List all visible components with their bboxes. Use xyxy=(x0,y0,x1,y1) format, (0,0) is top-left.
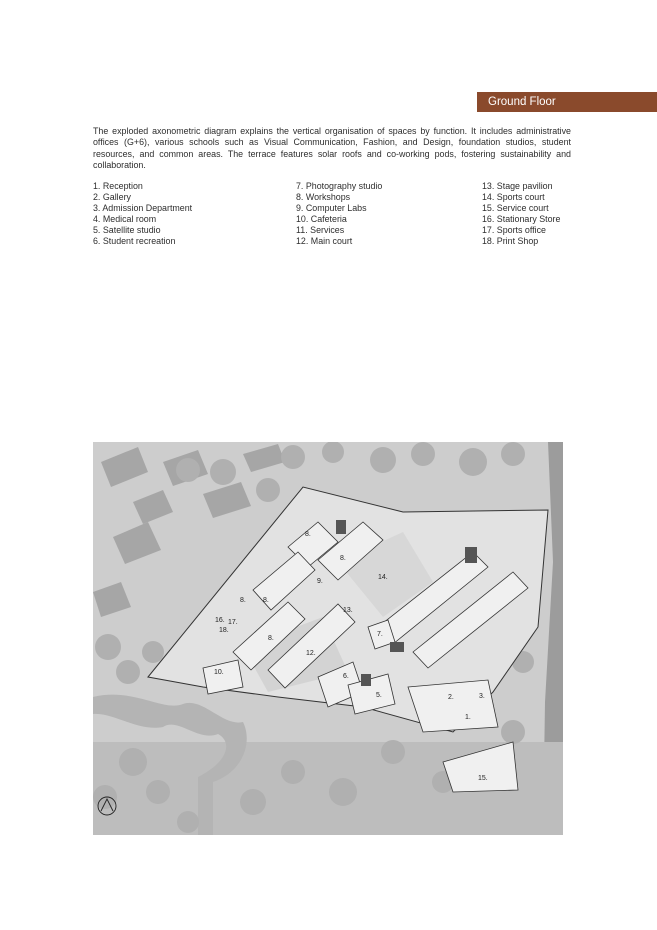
legend-item: 4. Medical room xyxy=(93,214,157,224)
label-satellite-studio: 5. xyxy=(376,692,382,699)
legend-item: 6. Student recreation xyxy=(93,236,176,246)
legend-item: 10. Cafeteria xyxy=(296,214,347,224)
legend-item: 15. Service court xyxy=(482,203,549,213)
legend-item: 7. Photography studio xyxy=(296,181,383,191)
legend-item: 11. Services xyxy=(296,225,345,235)
legend-item: 16. Stationary Store xyxy=(482,214,561,224)
label-workshops: 8. xyxy=(268,635,274,642)
legend-item: 5. Satellite studio xyxy=(93,225,161,235)
site-plan-drawing xyxy=(93,442,563,835)
label-service-court: 15. xyxy=(478,775,488,782)
legend-item: 9. Computer Labs xyxy=(296,203,367,213)
legend-item: 17. Sports office xyxy=(482,225,546,235)
legend-item: 12. Main court xyxy=(296,236,353,246)
legend-item: 3. Admission Department xyxy=(93,203,193,213)
label-stage-pavilion: 13. xyxy=(343,607,353,614)
legend-column-1 xyxy=(93,181,192,247)
legend-item: 13. Stage pavilion xyxy=(482,181,553,191)
label-workshops: 8. xyxy=(340,555,346,562)
label-main-court: 12. xyxy=(306,650,316,657)
label-sports-office: 17. xyxy=(228,619,238,626)
legend-item: 1. Reception xyxy=(93,181,143,191)
label-stationary-store: 16. xyxy=(215,617,225,624)
label-workshops: 8. xyxy=(263,597,269,604)
label-workshops: 8. xyxy=(305,531,311,538)
section-title: Ground Floor xyxy=(477,92,657,112)
label-print-shop: 18. xyxy=(219,627,229,634)
legend-item: 2. Gallery xyxy=(93,192,131,202)
label-photography-studio: 7. xyxy=(377,631,383,638)
label-computer-labs: 9. xyxy=(317,578,323,585)
label-sports-court: 14. xyxy=(378,574,388,581)
site-plan xyxy=(93,442,563,835)
legend-item: 14. Sports court xyxy=(482,192,545,202)
label-student-recreation: 6. xyxy=(343,673,349,680)
label-workshops: 8. xyxy=(240,597,246,604)
legend-column-3 xyxy=(482,181,560,247)
label-reception: 1. xyxy=(465,714,471,721)
legend-column-2 xyxy=(296,181,382,247)
intro-paragraph: The exploded axonometric diagram explains the vertical organisation of spaces by function. It includes administrative offices (G+6), various schools such as Visual Communication, Fashion, and Design, foundation studios, student resources, and common areas. The terrace features solar roofs and co-working pods, fostering sustainability and collaboration. xyxy=(93,126,571,170)
label-cafeteria: 10. xyxy=(214,669,224,676)
legend-item: 18. Print Shop xyxy=(482,236,539,246)
legend-item: 8. Workshops xyxy=(296,192,351,202)
label-admission-department: 3. xyxy=(479,693,485,700)
label-gallery: 2. xyxy=(448,694,454,701)
